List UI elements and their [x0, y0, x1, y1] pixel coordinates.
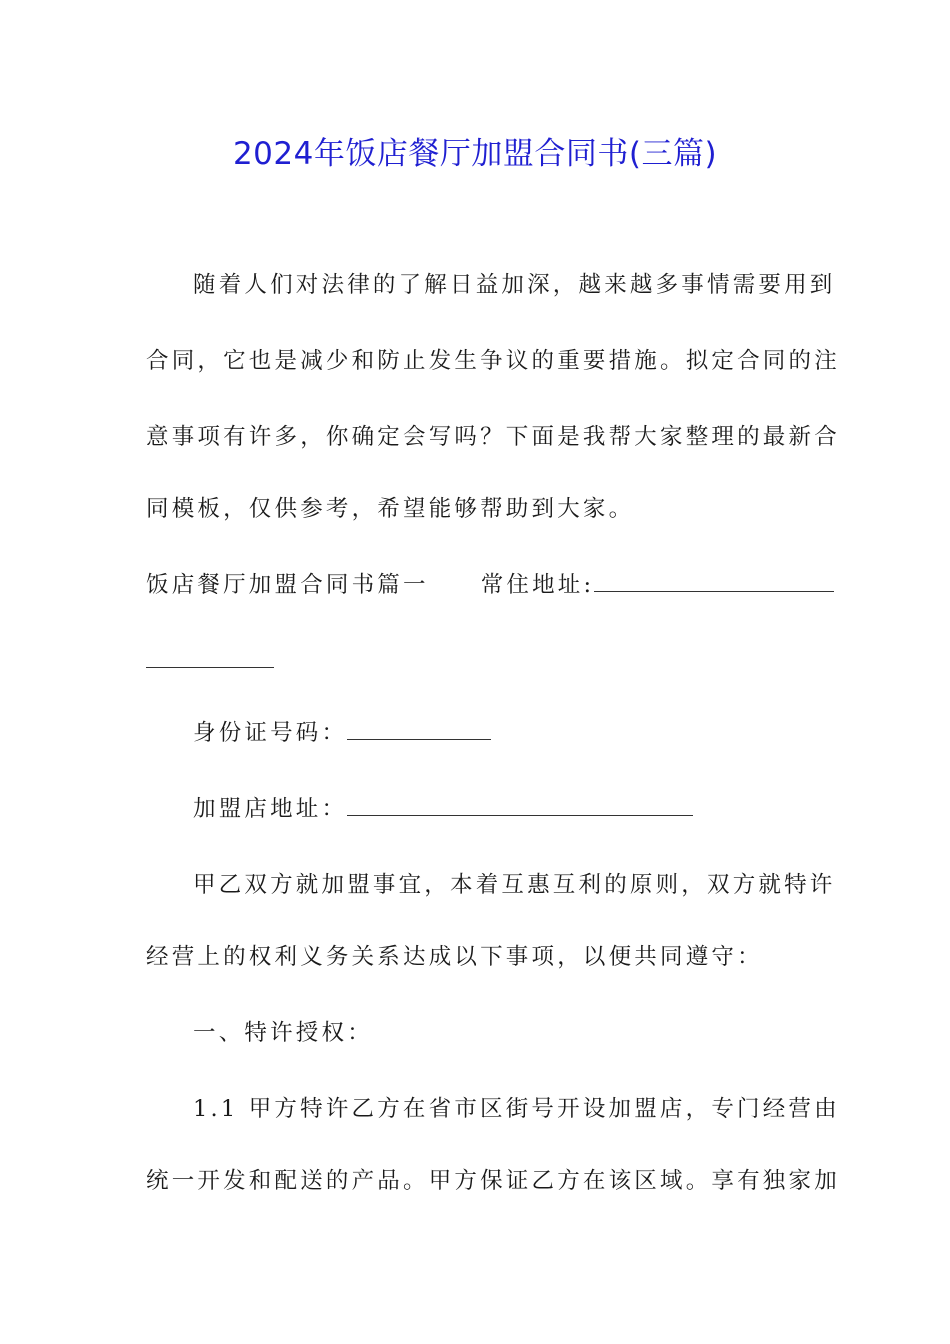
id-number-line: [193, 718, 491, 748]
address-label: 常住地址:: [480, 572, 595, 598]
store-address-blank: [347, 795, 693, 816]
intro-line-4: 同模板，仅供参考，希望能够帮助到大家。: [146, 496, 635, 522]
store-address-label: 加盟店地址：: [193, 796, 348, 822]
intro-line-3: 意事项有许多，你确定会写吗？下面是我帮大家整理的最新合: [146, 424, 840, 450]
id-number-blank: [347, 719, 491, 740]
clause-line-2: 统一开发和配送的产品。甲方保证乙方在该区域。享有独家加: [146, 1168, 840, 1194]
clause-line-1: 1.1 甲方特许乙方在省市区街号开设加盟店，专门经营由: [193, 1096, 840, 1122]
address-blank-continued: [146, 647, 274, 668]
address-blank-continued-line: [146, 646, 274, 676]
intro-line-1: 随着人们对法律的了解日益加深，越来越多事情需要用到: [193, 272, 836, 298]
document-title: 2024年饭店餐厅加盟合同书(三篇): [232, 136, 718, 172]
id-number-label: 身份证号码：: [193, 720, 348, 746]
intro-line-2: 合同，它也是减少和防止发生争议的重要措施。拟定合同的注: [146, 348, 840, 374]
address-blank: [594, 571, 834, 592]
agreement-line-2: 经营上的权利义务关系达成以下事项，以便共同遵守：: [146, 944, 763, 970]
section-heading-line: [146, 570, 834, 600]
agreement-line-1: 甲乙双方就加盟事宜，本着互惠互利的原则，双方就特许: [193, 872, 836, 898]
clause-heading: 一、特许授权：: [193, 1020, 373, 1046]
store-address-line: [193, 794, 693, 824]
section-heading: 饭店餐厅加盟合同书篇一: [146, 572, 429, 598]
